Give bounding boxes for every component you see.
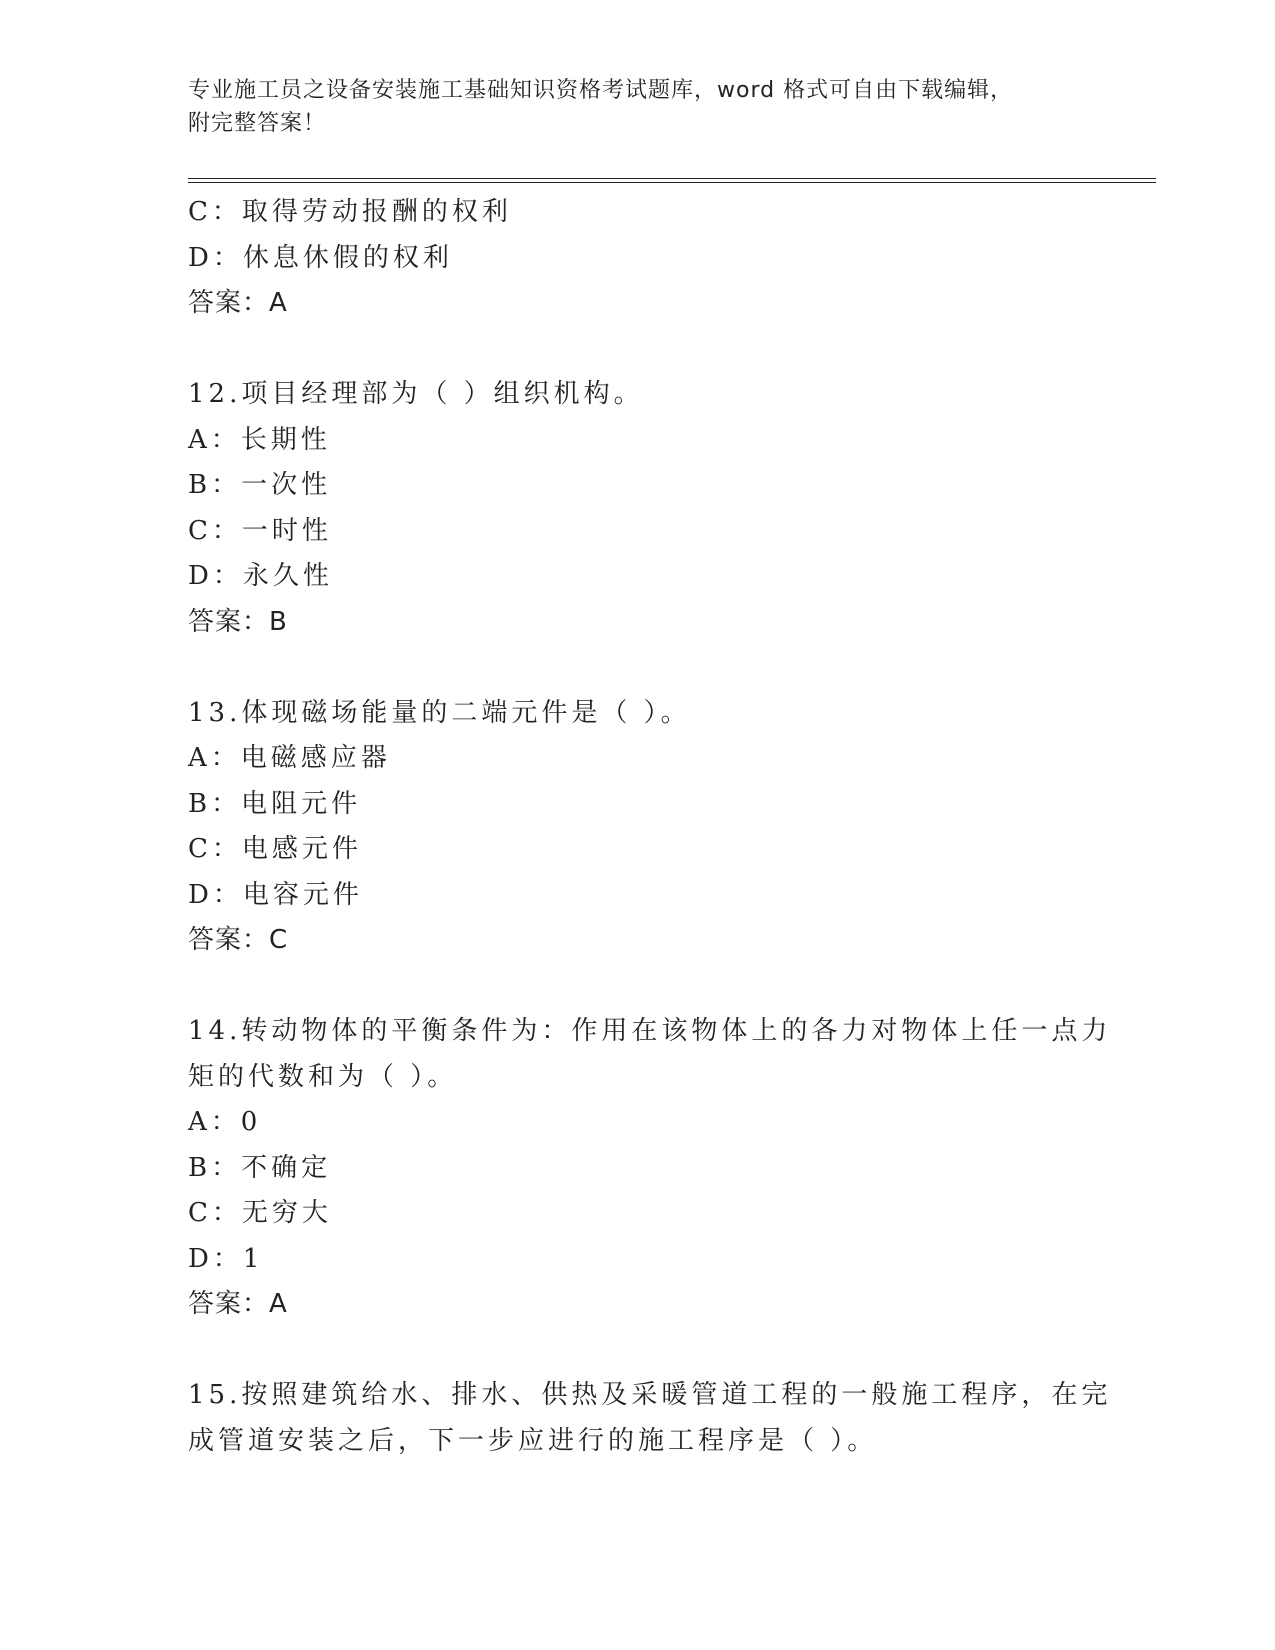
- question-list: [188, 190, 1112, 1464]
- option-c: C：电感元件: [188, 834, 362, 864]
- document-header: [188, 74, 1088, 140]
- header-line-1: 专业施工员之设备安装施工基础知识资格考试题库，word 格式可自由下载编辑，: [188, 78, 1014, 103]
- option-d: D：1: [188, 1243, 264, 1274]
- question-stem-line-1: 14.转动物体的平衡条件为：作用在该物体上的各力对物体上任一点力: [188, 1016, 1112, 1046]
- header-line-2: 附完整答案！: [188, 111, 327, 136]
- answer-label: 答案：A: [188, 1289, 288, 1319]
- answer-label: 答案：C: [188, 925, 289, 955]
- option-b: B：不确定: [188, 1152, 332, 1183]
- option-c: C：无穷大: [188, 1198, 332, 1228]
- question-stem: 13.体现磁场能量的二端元件是（ ）。: [188, 697, 691, 728]
- option-d: D：休息休假的权利: [188, 242, 453, 273]
- question-stem: 12.项目经理部为（ ）组织机构。: [188, 379, 644, 409]
- question-block-13: [188, 691, 1088, 964]
- question-block-15: [188, 1373, 1112, 1464]
- answer-label: 答案：B: [188, 606, 288, 637]
- answer-label: 答案：A: [188, 288, 288, 318]
- option-a: A：0: [188, 1107, 262, 1137]
- question-stem-line-2: 矩的代数和为（ ）。: [188, 1061, 458, 1092]
- question-block-prev: [188, 190, 1088, 327]
- option-c: C：一时性: [188, 515, 332, 546]
- option-a: A：电磁感应器: [188, 743, 391, 773]
- option-d: D：永久性: [188, 561, 333, 591]
- question-block-12: [188, 372, 1088, 645]
- question-stem-line-1: 15.按照建筑给水、排水、供热及采暖管道工程的一般施工程序，在完: [188, 1380, 1112, 1410]
- question-stem-line-2: 成管道安装之后，下一步应进行的施工程序是（ ）。: [188, 1425, 878, 1456]
- option-b: B：一次性: [188, 470, 332, 500]
- header-divider-bottom: [188, 182, 1156, 183]
- header-divider-top: [188, 178, 1156, 179]
- option-c: C：取得劳动报酬的权利: [188, 197, 512, 227]
- option-a: A：长期性: [188, 424, 331, 455]
- option-b: B：电阻元件: [188, 788, 362, 819]
- question-block-14: [188, 1009, 1112, 1328]
- option-d: D：电容元件: [188, 879, 363, 910]
